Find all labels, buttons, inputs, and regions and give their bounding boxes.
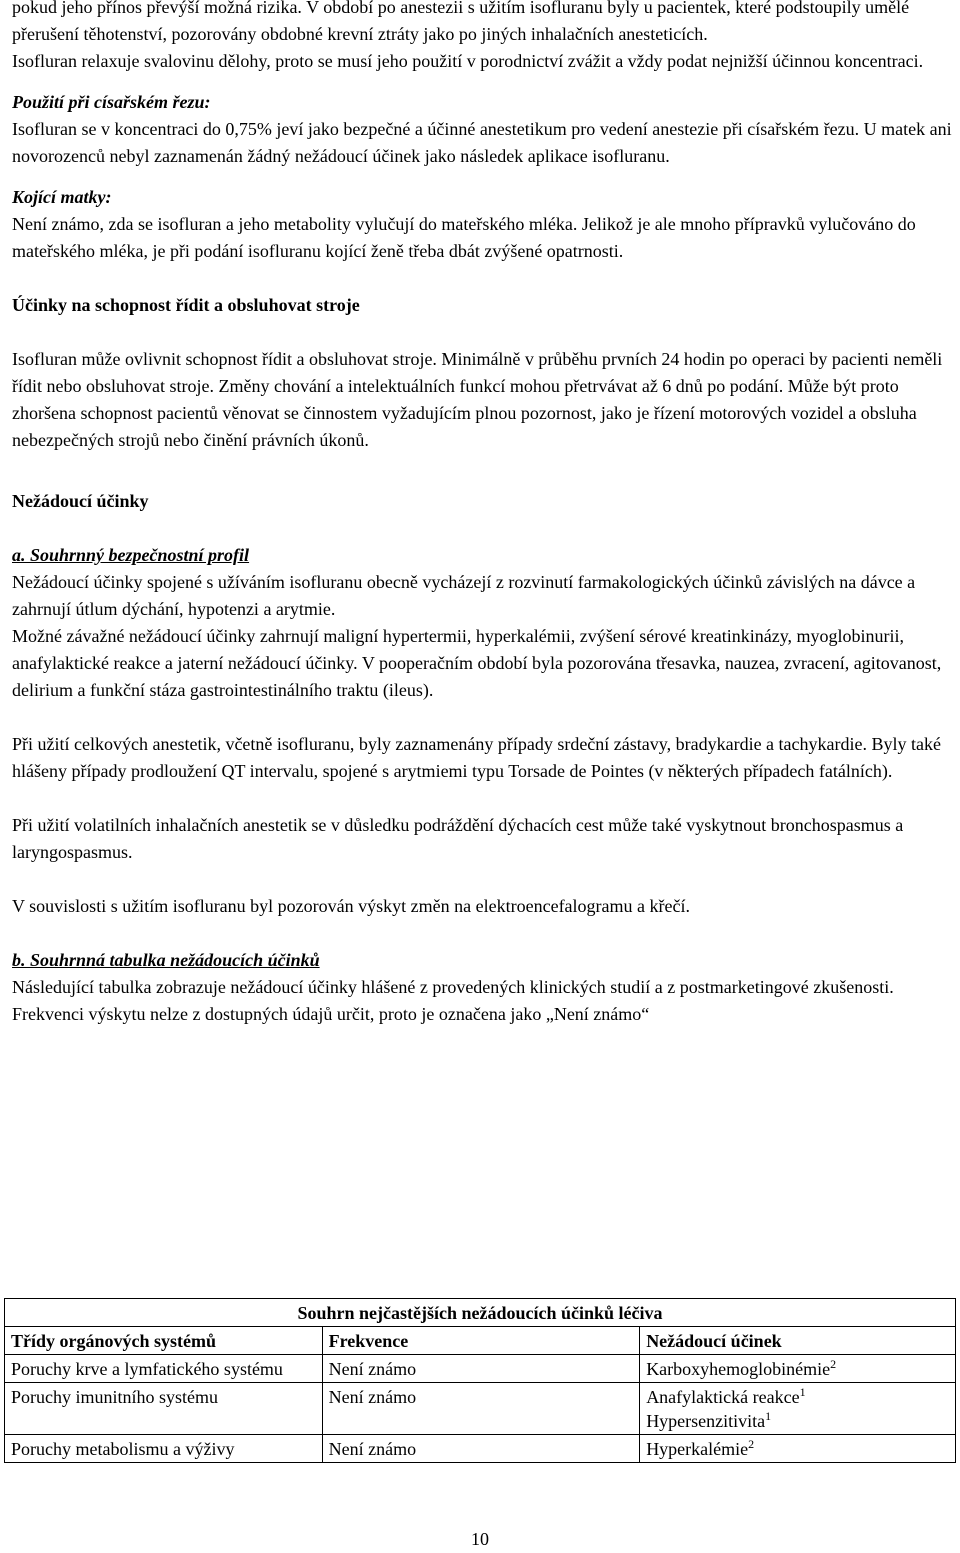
effect-name: Anafylaktická reakce bbox=[646, 1387, 800, 1407]
section-heading-driving: Účinky na schopnost řídit a obsluhovat stroje bbox=[12, 295, 360, 315]
table-cell-frequency: Není známo bbox=[322, 1383, 640, 1435]
column-header: Nežádoucí účinek bbox=[640, 1327, 956, 1355]
table-row bbox=[5, 1383, 956, 1435]
section-heading-cesarean: Použití při císařském řezu: bbox=[12, 92, 211, 112]
table-cell-effect bbox=[640, 1355, 956, 1383]
footnote-ref: 2 bbox=[748, 1437, 755, 1451]
paragraph: Není známo, zda se isofluran a jeho metabolity vylučují do mateřského mléka. Jelikož je ale mnoho přípravků vylučováno do mateřského mléka, je při podání isofluranu kojící ženě třeba dbát zvýšené opatrnosti. bbox=[12, 214, 916, 261]
paragraph: V souvislosti s užitím isofluranu byl pozorován výskyt změn na elektroencefalogramu a křečí. bbox=[12, 896, 690, 916]
table-cell-effect bbox=[640, 1383, 956, 1435]
paragraph: pokud jeho přínos převýší možná rizika. V období po anestezii s užitím isofluranu byly u pacientek, které podstoupily umělé přerušení těhotenství, pozorovány obdobné krevní ztráty jako po jiných inhalačních anesteticích. bbox=[12, 0, 910, 44]
table-cell-effect bbox=[640, 1435, 956, 1463]
table-row bbox=[5, 1435, 956, 1463]
footnote-ref: 1 bbox=[765, 1409, 772, 1423]
table-header-row bbox=[5, 1327, 956, 1355]
paragraph: Při užití volatilních inhalačních anestetik se v důsledku podráždění dýchacích cest může také vyskytnout bronchospasmus a laryngospasmus. bbox=[12, 815, 904, 862]
table-caption: Souhrn nejčastějších nežádoucích účinků léčiva bbox=[5, 1299, 956, 1327]
table-cell-frequency: Není známo bbox=[322, 1435, 640, 1463]
effect-name: Karboxyhemoglobinémie bbox=[646, 1359, 831, 1379]
document-page bbox=[12, 0, 952, 1028]
effect-name: Hypersenzitivita bbox=[646, 1411, 766, 1431]
subheading-b: b. Souhrnná tabulka nežádoucích účinků bbox=[12, 950, 320, 970]
paragraph: Následující tabulka zobrazuje nežádoucí účinky hlášené z provedených klinických studií a z postmarketingové zkušenosti. Frekvenci výskytu nelze z dostupných údajů určit, proto je označena jako „Není známo“ bbox=[12, 977, 894, 1024]
table-cell-system: Poruchy metabolismu a výživy bbox=[5, 1435, 323, 1463]
section-heading-adverse: Nežádoucí účinky bbox=[12, 491, 149, 511]
subheading-a: a. Souhrnný bezpečnostní profil bbox=[12, 545, 250, 565]
effect-name: Hyperkalémie bbox=[646, 1439, 749, 1459]
page-number: 10 bbox=[471, 1529, 489, 1549]
section-heading-nursing: Kojící matky: bbox=[12, 187, 112, 207]
paragraph: Možné závažné nežádoucí účinky zahrnují maligní hypertermii, hyperkalémii, zvýšení sérové kreatinkinázy, myoglobinurii, anafylaktické reakce a jaterní nežádoucí účinky. V pooperačním období byla pozorována třesavka, nauzea, zvracení, agitovanost, delirium a funkční stáza gastrointestinálního traktu (ileus). bbox=[12, 626, 942, 700]
paragraph: Isofluran může ovlivnit schopnost řídit a obsluhovat stroje. Minimálně v průběhu prvních 24 hodin po operaci by pacienti neměli řídit nebo obsluhovat stroje. Změny chování a intelektuálních funkcí mohou přetrvávat až 6 dnů po podání. Může být proto zhoršena schopnost pacientů věnovat se činnostem vyžadujícím plnou pozornost, jako je řízení motorových vozidel a obsluha nebezpečných strojů nebo činění právních úkonů. bbox=[12, 349, 943, 450]
table-cell-frequency: Není známo bbox=[322, 1355, 640, 1383]
column-header: Třídy orgánových systémů bbox=[5, 1327, 323, 1355]
table-row bbox=[5, 1355, 956, 1383]
table-cell-system: Poruchy imunitního systému bbox=[5, 1383, 323, 1435]
footnote-ref: 1 bbox=[799, 1385, 806, 1399]
adverse-effects-table bbox=[4, 1298, 956, 1463]
column-header: Frekvence bbox=[322, 1327, 640, 1355]
paragraph: Isofluran se v koncentraci do 0,75% jeví jako bezpečné a účinné anestetikum pro vedení anestezie při císařském řezu. U matek ani novorozenců nebyl zaznamenán žádný nežádoucí účinek jako následek aplikace isofluranu. bbox=[12, 119, 952, 166]
table-cell-system: Poruchy krve a lymfatického systému bbox=[5, 1355, 323, 1383]
paragraph: Při užití celkových anestetik, včetně isofluranu, byly zaznamenány případy srdeční zástavy, bradykardie a tachykardie. Byly také hlášeny případy prodloužení QT intervalu, spojené s arytmiemi typu Torsade de Pointes (v některých případech fatálních). bbox=[12, 734, 941, 781]
paragraph: Isofluran relaxuje svalovinu dělohy, proto se musí jeho použití v porodnictví zvážit a vždy podat nejnižší účinnou koncentraci. bbox=[12, 51, 924, 71]
footnote-ref: 2 bbox=[830, 1357, 837, 1371]
paragraph: Nežádoucí účinky spojené s užíváním isofluranu obecně vycházejí z rozvinutí farmakologických účinků závislých na dávce a zahrnují útlum dýchání, hypotenzi a arytmie. bbox=[12, 572, 916, 619]
